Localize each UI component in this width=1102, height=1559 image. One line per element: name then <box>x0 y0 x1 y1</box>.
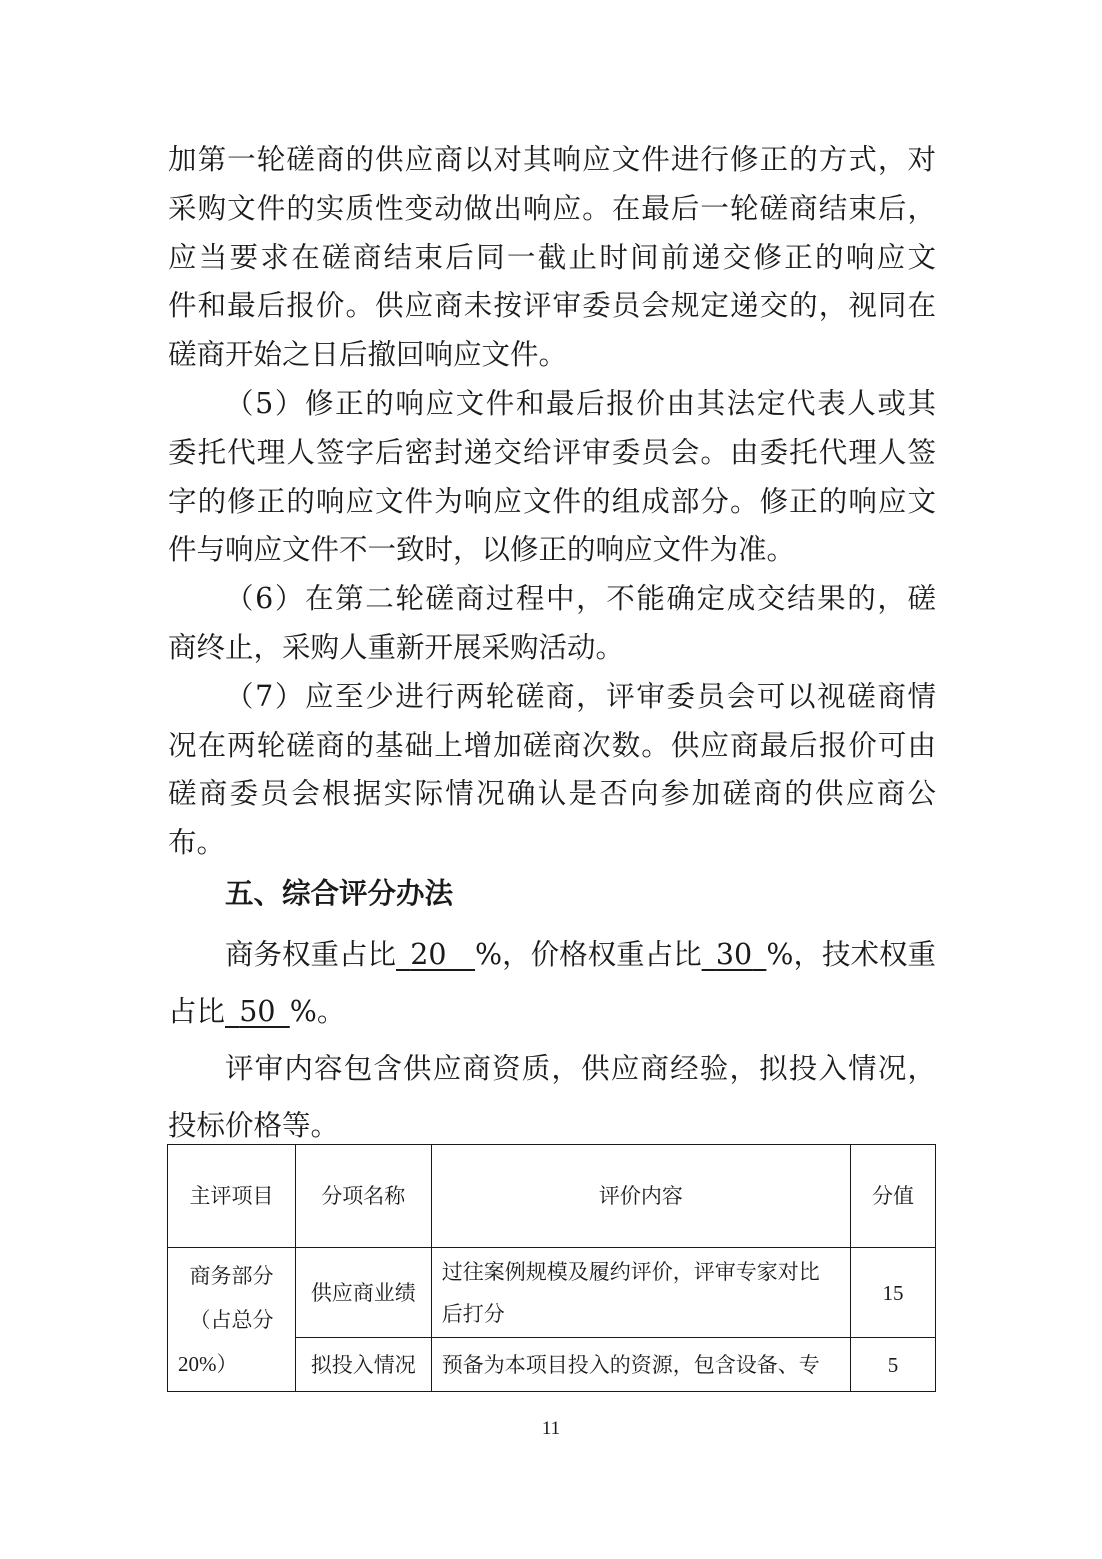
table-row <box>168 1248 936 1338</box>
paragraph-line: 磋商开始之日后撤回响应文件。 <box>168 338 568 372</box>
group-label: 商务部分 <box>189 1263 274 1288</box>
paragraph-line: 加第一轮磋商的供应商以对其响应文件进行修正的方式，对 <box>168 143 936 176</box>
group-label: （占总分 <box>189 1307 274 1332</box>
paragraph-line: 委托代理人签字后密封递交给评审委员会。由委托代理人签 <box>168 435 936 469</box>
business-weight-value: 20 <box>410 937 447 971</box>
paragraph-line: 布。 <box>168 826 226 860</box>
header-sub-item: 分项名称 <box>295 1145 431 1248</box>
content-line: 投标价格等。 <box>168 1108 340 1142</box>
paragraph-line: 件与响应文件不一致时，以修正的响应文件为准。 <box>168 533 796 567</box>
table-header-row <box>168 1145 936 1248</box>
row-score: 15 <box>851 1248 936 1338</box>
paragraph-line: 件和最后报价。供应商未按评审委员会规定递交的，视同在 <box>168 289 936 323</box>
price-weight-label: %，价格权重占比 <box>475 937 702 971</box>
header-score: 分值 <box>851 1145 936 1248</box>
paragraph-line: 采购文件的实质性变动做出响应。在最后一轮磋商结束后， <box>168 191 936 225</box>
row-score: 5 <box>851 1338 936 1392</box>
row-name: 拟投入情况 <box>295 1338 431 1392</box>
body-text <box>168 136 936 1154</box>
row-content: 过往案例规模及履约评价，评审专家对比 后打分 <box>431 1248 850 1338</box>
paragraph-line: （6）在第二轮磋商过程中，不能确定成交结果的，磋 <box>225 582 936 616</box>
group-label: 20%） <box>178 1351 238 1376</box>
content-line: 评审内容包含供应商资质，供应商经验，拟投入情况， <box>225 1051 936 1085</box>
header-main-item: 主评项目 <box>168 1145 296 1248</box>
paragraph-line: 应当要求在磋商结束后同一截止时间前递交修正的响应文 <box>168 240 936 274</box>
scoring-table <box>167 1144 936 1392</box>
header-content: 评价内容 <box>431 1145 850 1248</box>
paragraph-line: 况在两轮磋商的基础上增加磋商次数。供应商最后报价可由 <box>168 728 936 762</box>
paragraph-line: （5）修正的响应文件和最后报价由其法定代表人或其 <box>225 386 936 420</box>
weights-line-2 <box>168 983 936 1040</box>
paragraph-line: 字的修正的响应文件为响应文件的组成部分。修正的响应文 <box>168 484 936 518</box>
weights-line <box>168 926 936 983</box>
paragraph-line: 商终止，采购人重新开展采购活动。 <box>168 630 625 664</box>
tech-weight-label-cont: 占比 <box>168 994 226 1028</box>
business-weight-label: 商务权重占比 <box>225 937 397 971</box>
paragraph-line: （7）应至少进行两轮磋商，评审委员会可以视磋商情 <box>225 679 936 713</box>
price-weight-value: 30 <box>715 937 753 971</box>
tech-weight-value: 50 <box>239 994 276 1028</box>
paragraph-line: 磋商委员会根据实际情况确认是否向参加磋商的供应商公 <box>168 777 936 811</box>
tech-weight-suffix: %。 <box>289 994 346 1028</box>
tech-weight-label: %，技术权重 <box>766 937 936 971</box>
row-content: 预备为本项目投入的资源，包含设备、专 <box>431 1338 850 1392</box>
row-name: 供应商业绩 <box>295 1248 431 1338</box>
group-cell <box>168 1248 296 1392</box>
section-heading: 五、综合评分办法 <box>225 876 454 910</box>
page-number: 11 <box>541 1418 561 1439</box>
